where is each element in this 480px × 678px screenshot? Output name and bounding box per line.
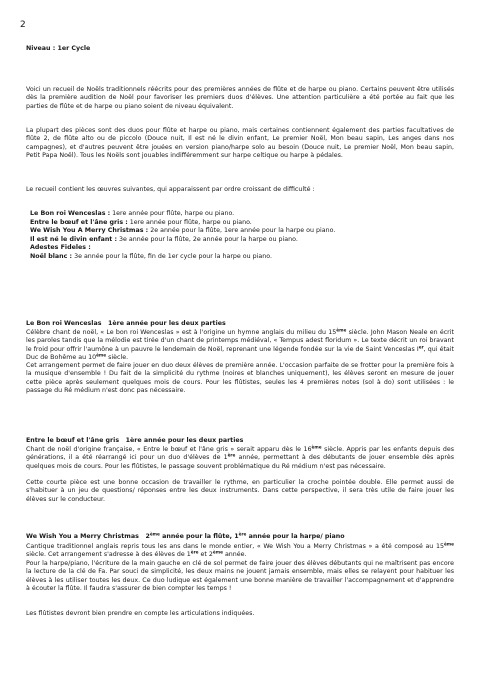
works-list: [30, 210, 450, 262]
section-2-heading: Entre le bœuf et l'âne gris 1ère année pour les deux parties: [26, 437, 244, 444]
section-3-paragraph-2: Pour la harpe/piano, l'écriture de la main gauche en clé de sol permet de faire jouer des élèves débutants qui ne maîtrisent pas encore la lecture de la clé de Fa. Par souci de simplicité, les deux mains ne jouent jamais ensemble, mais elles se relayent pour habituer les élèves à les utiliser toutes les deux. Ce duo ludique est également une bonne manière de travailler l'accompagnement et d'apprendre à écouter la flûte. Il faudra s'assurer de bien compter les temps !: [26, 560, 454, 592]
section-1-paragraph-2: Cet arrangement permet de faire jouer en duo deux élèves de première année. L'occasion parfaite de se frotter pour la première fois à la musique d'ensemble ! Du fait de la simplicité du rythme (noires et blanches uniquement), les élèves seront en mesure de jouer cette pièce après seulement quelques mois de cours. Pour les flûtistes, seules les 4 premières notes (sol à do) sont utilisées : le passage du Ré médium n'est donc pas nécessaire.: [26, 362, 454, 394]
intro-paragraph-3: Le recueil contient les œuvres suivantes, qui apparaissent par ordre croissant de difficulté :: [26, 186, 315, 193]
section-2-paragraph-2: Cette courte pièce est une bonne occasion de travailler le rythme, en particulier la croche pointée double. Elle permet aussi de s'habituer à un jeu de questions/ réponses entre les deux instruments. Dans cette perspective, il sera très utile de faire jouer les élèves sur le conducteur.: [26, 479, 454, 503]
list-item: Entre le bœuf et l'âne gris : 1ere année pour flûte, harpe ou piano.: [30, 218, 252, 226]
list-item: Noël blanc : 3e année pour la flûte, fin de 1er cycle pour la harpe ou piano.: [30, 252, 272, 260]
list-item: Adestes Fideles :: [30, 244, 91, 252]
section-3-paragraph-3: Les flûtistes devront bien prendre en compte les articulations indiquées.: [26, 610, 255, 617]
intro-paragraph-1: Voici un recueil de Noëls traditionnels réécrits pour des premières années de flûte et de harpe ou piano. Certains peuvent être utilisés dès la première audition de Noël pour favoriser les premiers duos d'élèves. Une attention particulière a été portée au fait que les parties de flûte et de harpe ou piano soient de niveau équivalent.: [26, 86, 454, 110]
list-item: Le Bon roi Wenceslas : 1ere année pour flûte, harpe ou piano.: [30, 210, 235, 217]
intro-paragraph-2: La plupart des pièces sont des duos pour flûte et harpe ou piano, mais certaines contiennent également des parties facultatives de flûte 2, de flûte alto ou de piccolo (Douce nuit, Il est né le divin enfant, Le premier Noël, Mon beau sapin, Les anges dans nos campagnes), et d'autres peuvent être jouées en version piano/harpe solo au besoin (Douce nuit, Le premier Noël, Mon beau sapin, Petit Papa Noël). Tous les Noëls sont jouables indifféremment sur harpe celtique ou harpe à pédales.: [26, 127, 454, 159]
section-3-heading: We Wish You a Merry Christmas 2ème année pour la flûte, 1ère année pour la harpe/ piano: [26, 531, 345, 540]
section-2-paragraph-1: Chant de noël d'origine française, « Entre le bœuf et l'âne gris » serait apparu dès le 16ème siècle. Appris par les enfants depuis des générations, il a été réarrangé ici pour un duo d'élèves de 1ère année, permettant à des débutants de jouer ensemble dès après quelques mois de cours. Pour les flûtistes, le passage souvent problématique du Ré médium n'est pas nécessaire.: [26, 444, 454, 470]
list-item: Il est né le divin enfant : 3e année pour la flûte, 2e année pour la harpe ou piano.: [30, 235, 298, 243]
section-1-paragraph-1: Célèbre chant de noël, « Le bon roi Wenceslas » est à l'origine un hymne anglais du milieu du 15ème siècle. John Mason Neale en écrit les paroles tandis que la mélodie est tirée d'un chant de printemps médiéval, « Tempus adest floridum ». Le texte décrit un roi bravant le froid pour offrir l'aumône à un pauvre le lendemain de Noël, reprenant une légende fondée sur la vie de Saint Venceslas Ier, qui était Duc de Bohême au 10ème siècle.: [26, 327, 454, 361]
page-number: 2: [20, 20, 26, 30]
section-1-heading: Le Bon roi Wenceslas 1ère année pour les deux parties: [26, 320, 226, 327]
section-3-paragraph-1: Cantique traditionnel anglais repris tous les ans dans le monde entier, « We Wish You a Merry Christmas » a été composé au 15ème siècle. Cet arrangement s'adresse à des élèves de 1ère et 2ème année.: [26, 541, 454, 559]
level-heading: Niveau : 1er Cycle: [26, 45, 91, 52]
list-item: We Wish You A Merry Christmas : 2e année pour la flûte, 1ere année pour la harpe ou piano.: [30, 227, 336, 235]
